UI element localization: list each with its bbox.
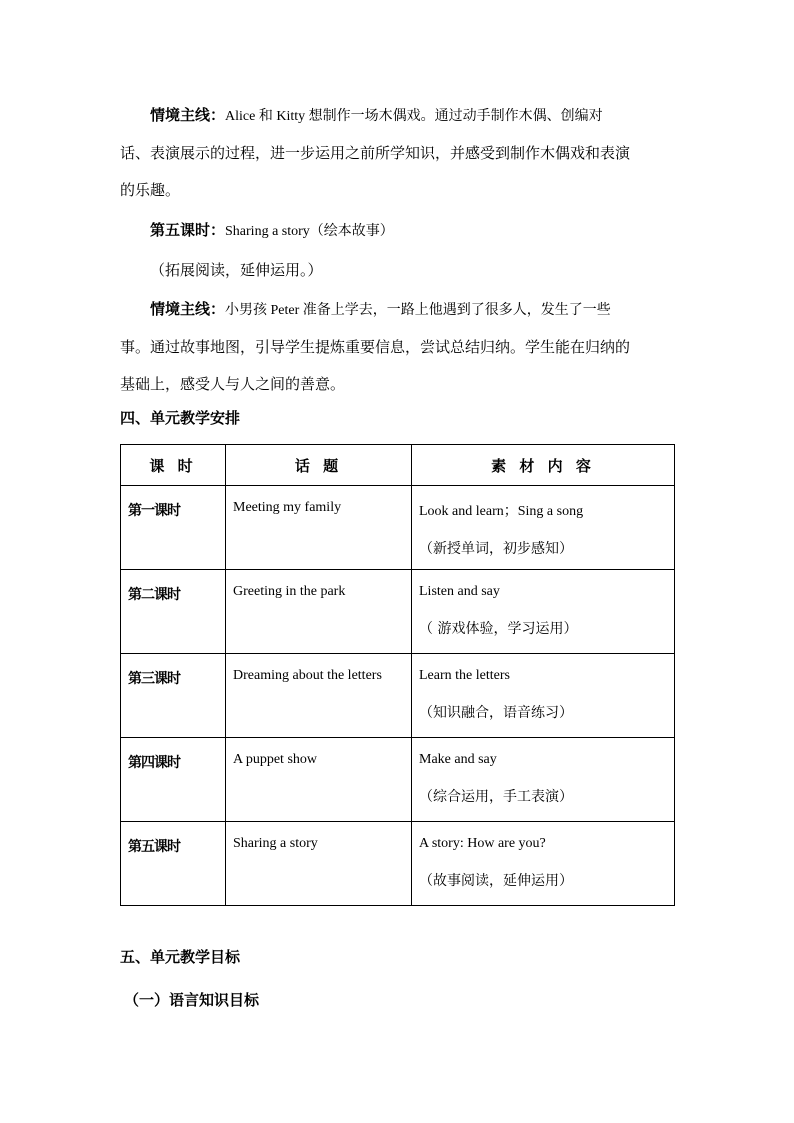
period-cell: 第三课时 — [128, 671, 180, 687]
period-cell: 第二课时 — [128, 587, 180, 603]
material-note: （新授单词，初步感知） — [419, 541, 573, 557]
scenario-paragraph-2-line-1 — [150, 299, 611, 321]
subsection-language-knowledge: （一）语言知识目标 — [124, 991, 260, 1009]
scenario-paragraph-1-line-1 — [150, 105, 603, 127]
material-note: （ 游戏体验，学习运用） — [419, 621, 578, 637]
table-row — [121, 486, 675, 570]
table-row — [121, 654, 675, 738]
lesson-5-title: Sharing a story（绘本故事） — [225, 224, 394, 239]
scenario-text: Alice 和 Kitty 想制作一场木偶戏。通过动手制作木偶、创编对 — [225, 109, 603, 124]
table-row — [121, 738, 675, 822]
material-cell: Make and say — [419, 752, 497, 767]
scenario-label: 情境主线： — [150, 300, 226, 318]
topic-cell: Sharing a story — [233, 836, 318, 851]
lesson-5-label: 第五课时： — [150, 221, 226, 239]
period-cell: 第四课时 — [128, 755, 180, 771]
topic-cell: Greeting in the park — [233, 584, 346, 599]
material-cell: Learn the letters — [419, 668, 510, 683]
table-header-row — [121, 445, 675, 486]
material-note: （故事阅读，延伸运用） — [419, 873, 573, 889]
section-4-heading: 四、单元教学安排 — [120, 409, 241, 427]
scenario-label: 情境主线： — [150, 106, 226, 124]
header-material: 素 材 内 容 — [412, 445, 675, 486]
material-cell: Listen and say — [419, 584, 500, 599]
material-note: （综合运用，手工表演） — [419, 789, 573, 805]
scenario-paragraph-2-line-2: 事。通过故事地图，引导学生提炼重要信息，尝试总结归纳。学生能在归纳的 — [120, 338, 631, 356]
lesson-5-note: （拓展阅读，延伸运用。） — [150, 261, 323, 279]
period-cell: 第五课时 — [128, 839, 180, 855]
scenario-paragraph-2-line-3: 基础上，感受人与人之间的善意。 — [120, 375, 346, 393]
material-cell: Look and learn；Sing a song — [419, 504, 584, 519]
topic-cell: Dreaming about the letters — [233, 668, 382, 683]
teaching-schedule-table — [120, 444, 675, 906]
material-cell: A story: How are you? — [419, 836, 546, 851]
period-cell: 第一课时 — [128, 503, 180, 519]
material-note: （知识融合，语音练习） — [419, 705, 573, 721]
scenario-paragraph-1-line-3: 的乐趣。 — [120, 181, 181, 199]
header-topic: 话 题 — [226, 445, 412, 486]
topic-cell: A puppet show — [233, 752, 317, 767]
lesson-5-heading — [150, 220, 394, 242]
scenario-paragraph-1-line-2: 话、表演展示的过程，进一步运用之前所学知识，并感受到制作木偶戏和表演 — [120, 144, 631, 162]
table-row — [121, 822, 675, 906]
header-period: 课 时 — [121, 445, 226, 486]
section-5-heading: 五、单元教学目标 — [120, 948, 241, 966]
topic-cell: Meeting my family — [233, 500, 342, 515]
scenario-text: 小男孩 Peter 准备上学去，一路上他遇到了很多人，发生了一些 — [225, 303, 611, 318]
table-row — [121, 570, 675, 654]
